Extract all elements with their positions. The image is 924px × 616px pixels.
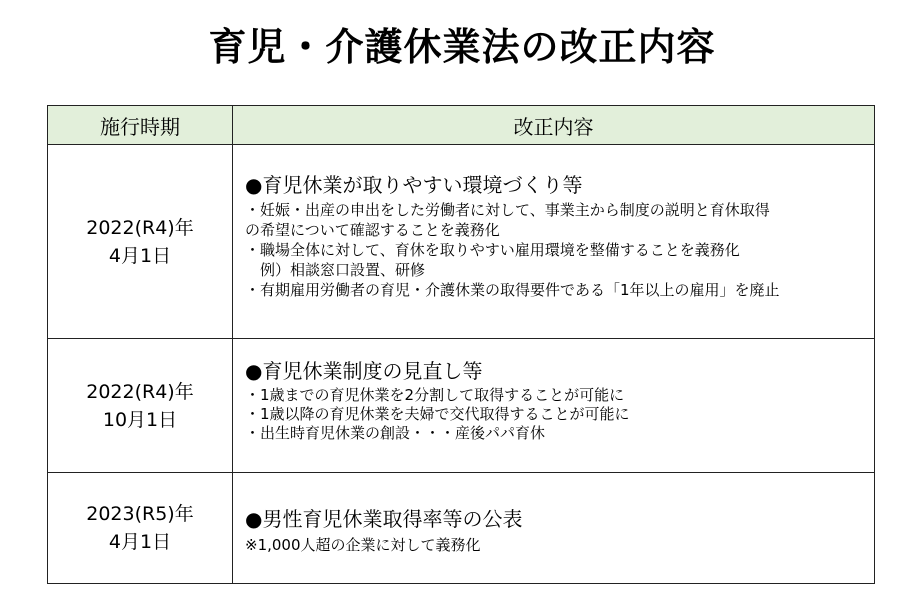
revision-item: ・妊娠・出産の申出をした労働者に対して、事業主から制度の説明と育休取得 — [245, 201, 770, 219]
table-row — [48, 145, 875, 339]
revision-content-cell — [233, 145, 875, 339]
revision-item: ・有期雇用労働者の育児・介護休業の取得要件である「1年以上の雇用」を廃止 — [245, 281, 780, 299]
revision-example: 例）相談窓口設置、研修 — [260, 261, 426, 279]
table-row — [48, 473, 875, 584]
revision-content-cell — [233, 339, 875, 473]
table-row — [48, 339, 875, 473]
revision-table — [47, 105, 875, 584]
enforcement-year: 2022(R4)年 — [86, 380, 194, 403]
revision-heading: ●育児休業制度の見直し等 — [245, 359, 483, 383]
enforcement-day: 4月1日 — [108, 531, 172, 553]
enforcement-date-cell — [48, 145, 233, 339]
page-title: 育児・介護休業法の改正内容 — [208, 25, 716, 69]
enforcement-day: 10月1日 — [102, 408, 178, 431]
enforcement-year: 2023(R5)年 — [86, 503, 194, 525]
enforcement-day: 4月1日 — [108, 244, 172, 267]
revision-item: ・1歳までの育児休業を2分割して取得することが可能に — [245, 386, 625, 404]
enforcement-year: 2022(R4)年 — [86, 216, 194, 239]
revision-note: ※1,000人超の企業に対して義務化 — [245, 536, 481, 554]
table-header-row — [48, 106, 875, 145]
revision-item: ・出生時育児休業の創設・・・産後パパ育休 — [245, 424, 546, 442]
revision-heading: ●育児休業が取りやすい環境づくり等 — [245, 173, 583, 197]
revision-heading: ●男性育児休業取得率等の公表 — [245, 507, 523, 531]
revision-item: ・職場全体に対して、育休を取りやすい雇用環境を整備することを義務化 — [245, 241, 740, 259]
header-enforcement-date: 施行時期 — [48, 106, 233, 145]
revision-item: ・1歳以降の育児休業を夫婦で交代取得することが可能に — [245, 405, 630, 423]
enforcement-date-cell — [48, 339, 233, 473]
revision-item-continuation: の希望について確認することを義務化 — [245, 221, 500, 239]
revision-content-cell — [233, 473, 875, 584]
enforcement-date-cell — [48, 473, 233, 584]
header-revision-content: 改正内容 — [233, 106, 875, 145]
